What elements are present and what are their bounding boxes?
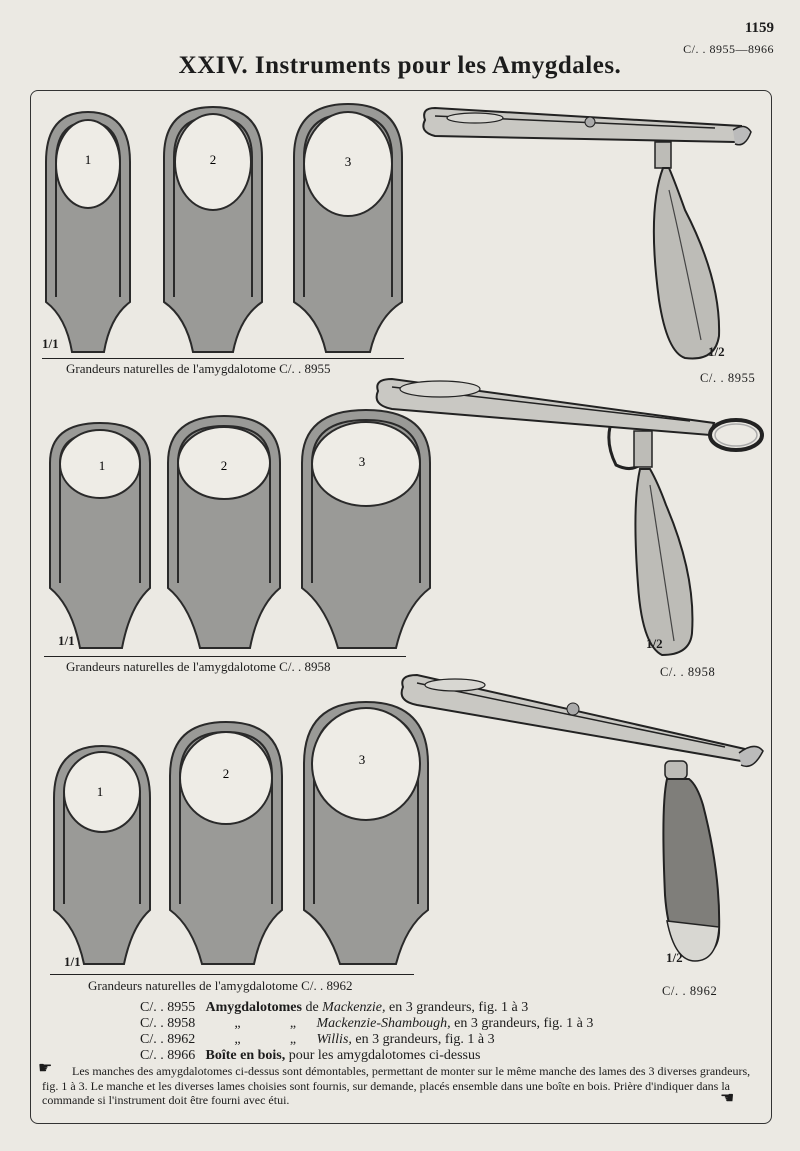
page-title: XXIV. Instruments pour les Amygdales.	[178, 52, 622, 79]
listing-ref: C/. . 8955	[140, 1000, 196, 1015]
caption-8955: Grandeurs naturelles de l'amygdalotome C/. . 8955	[66, 361, 331, 376]
caption-rule	[50, 974, 414, 975]
listing-ref: C/. . 8962	[140, 1032, 196, 1047]
blade-set-8955	[38, 102, 408, 357]
blade-number-label: 2	[220, 458, 228, 473]
blade-2-8962	[170, 722, 282, 964]
listing-ref: C/. . 8966	[140, 1048, 196, 1063]
caption-8962: Grandeurs naturelles de l'amygdalotome C/. . 8962	[88, 978, 353, 993]
listing-name: Amygdalotomes	[205, 1000, 302, 1015]
instrument-8955	[415, 100, 765, 370]
blade-number-label: 2	[209, 152, 217, 167]
instrument-scale-8958: 1/2	[646, 636, 663, 651]
blade-number-label: 1	[98, 458, 106, 473]
listing-prep: de	[305, 1000, 319, 1015]
listing-row	[140, 1000, 593, 1016]
blade-set-8962	[50, 698, 434, 970]
catalog-number-8955: C/. . 8955	[700, 371, 756, 385]
blade-number-label: 1	[84, 152, 92, 167]
caption-rule	[42, 358, 404, 359]
instrument-scale-8962: 1/2	[666, 950, 683, 965]
listing-detail: en 3 grandeurs, fig. 1 à 3	[355, 1032, 495, 1047]
listing-ref: C/. . 8958	[140, 1016, 196, 1031]
blade-3-8955	[294, 104, 402, 352]
pointing-hand-icon: ☛	[38, 1060, 53, 1077]
blade-number-label: 3	[358, 752, 366, 767]
blade-2-8955	[164, 107, 262, 352]
blade-1-8962	[54, 746, 150, 964]
listing-author: Willis,	[316, 1032, 352, 1047]
pointing-hand-icon: ☚	[720, 1090, 735, 1107]
listing-prep: „	[289, 1016, 297, 1031]
caption-rule	[44, 656, 406, 657]
listing-prep: „	[289, 1032, 297, 1047]
listing-author: Mackenzie-Shambough,	[316, 1016, 451, 1031]
reference-range: C/. . 8955—8966	[683, 42, 774, 56]
listing-name: Boîte en bois,	[205, 1048, 286, 1063]
listing-name: „	[234, 1016, 241, 1031]
blade-scale-8958: 1/1	[58, 633, 75, 648]
listing-row	[140, 1016, 593, 1032]
instrument-scale-8955: 1/2	[708, 344, 725, 359]
footnote: Les manches des amygdalotomes ci-dessus sont démontables, permettant de monter sur le même manche des lames des 3 diverses grandeurs, fig. 1 à 3. Le manche et les diverses lames choisies sont fournis, sur demande, placés ensemble dans une boîte en bois. Prière d'indiquer dans la commande si l'instrument doit être fourni avec étui.	[42, 1064, 751, 1107]
listing-detail: en 3 grandeurs, fig. 1 à 3	[454, 1016, 594, 1031]
caption-8958: Grandeurs naturelles de l'amygdalotome C/. . 8958	[66, 659, 331, 674]
blade-2-8958	[168, 416, 280, 648]
catalog-number-8958: C/. . 8958	[660, 665, 716, 679]
listing-detail: en 3 grandeurs, fig. 1 à 3	[389, 1000, 529, 1015]
catalog-number-8962: C/. . 8962	[662, 984, 718, 998]
listing-row	[140, 1032, 593, 1048]
listing-name: „	[234, 1032, 241, 1047]
blade-scale-8955: 1/1	[42, 336, 59, 351]
page-number: 1159	[744, 20, 774, 36]
blade-number-label: 3	[344, 154, 352, 169]
listing-row	[140, 1048, 593, 1064]
blade-number-label: 2	[222, 766, 230, 781]
blade-1-8958	[50, 423, 150, 648]
instrument-8958	[370, 365, 770, 665]
listing-detail: pour les amygdalotomes ci-dessus	[288, 1048, 481, 1063]
blade-1-8955	[46, 112, 130, 352]
instrument-8962	[395, 665, 775, 975]
listing-author: Mackenzie,	[322, 1000, 386, 1015]
blade-number-label: 1	[96, 784, 104, 799]
blade-scale-8962: 1/1	[64, 954, 81, 969]
blade-number-label: 3	[358, 454, 366, 469]
product-listing	[140, 1000, 593, 1064]
